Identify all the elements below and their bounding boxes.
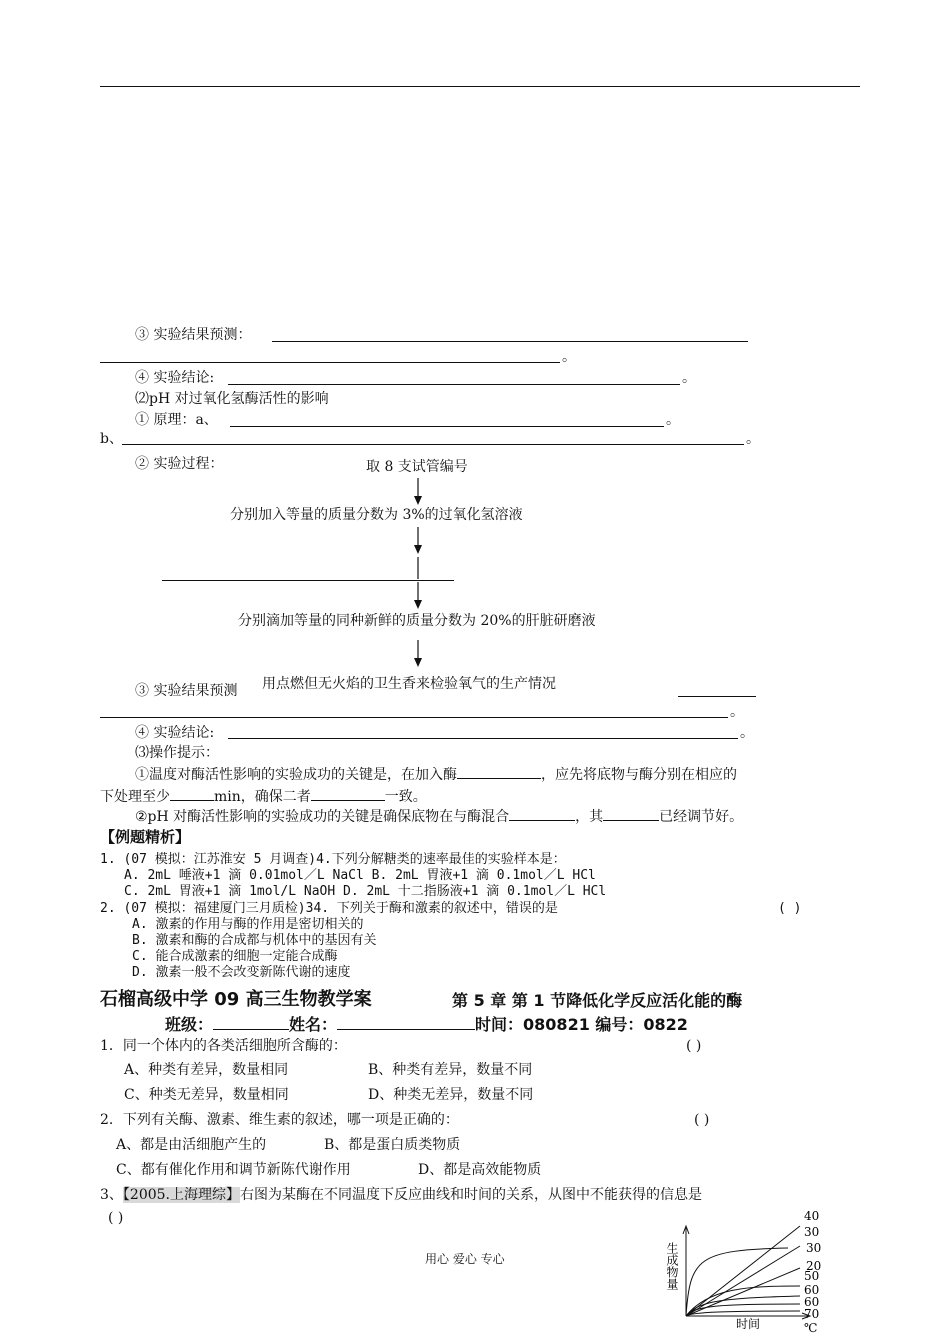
curve-label: 60: [804, 1283, 820, 1297]
chapter-title: 第 5 章 第 1 节降低化学反应活化能的酶: [452, 991, 743, 1010]
tip-1-line: [135, 765, 737, 784]
blank-inline[interactable]: [311, 787, 385, 801]
blank-line[interactable]: [230, 426, 664, 427]
curve-label: 30: [806, 1241, 822, 1255]
blank-inline[interactable]: [509, 807, 575, 821]
x-axis-label: 时间: [736, 1317, 761, 1331]
curve-label: 50: [804, 1269, 820, 1283]
time-info: 时间：080821 编号：0822: [475, 1015, 688, 1034]
temp-result-label: ③ 实验结果预测：: [135, 327, 252, 343]
punct: 。: [562, 349, 576, 365]
principle-b-label: b、: [100, 431, 123, 447]
punct: 。: [666, 412, 680, 428]
blank-line[interactable]: [100, 362, 560, 363]
tip-2-text: ，其: [575, 809, 604, 825]
q3-number: 3、: [100, 1187, 123, 1203]
curve-line: [686, 1226, 800, 1316]
ph-conclusion-label: ④ 实验结论:: [135, 725, 215, 741]
flow-step-5: 用点燃但无火焰的卫生香来检验氧气的生产情况: [262, 676, 556, 692]
blank-line[interactable]: [678, 696, 756, 697]
exercise-q2-option-c: C、都有催化作用和调节新陈代谢作用: [116, 1162, 351, 1178]
example-q2-option-b: B. 激素和酶的合成都与机体中的基因有关: [132, 933, 377, 948]
exercise-q1-option-d: D、种类无差异，数量不同: [368, 1087, 534, 1103]
blank-inline[interactable]: [603, 807, 659, 821]
example-q2-option-c: C. 能合成激素的细胞一定能合成酶: [132, 949, 338, 964]
answer-blank[interactable]: ( ): [686, 1038, 702, 1054]
exercise-question-3: [100, 1186, 702, 1204]
down-arrow-icon: [412, 582, 424, 610]
name-label: 姓名：: [289, 1015, 338, 1034]
tip-2-text: 已经调节好。: [659, 809, 744, 825]
enzyme-temperature-figure: [665, 1208, 838, 1342]
exercise-q2-option-a: A、都是由活细胞产生的: [116, 1137, 267, 1153]
curve-label: 70: [804, 1307, 820, 1321]
example-q1-options-ab: A. 2mL 唾液+1 滴 0.01mol／L NaCl B. 2mL 胃液+1 滴 0.1mol／L HCl: [124, 868, 596, 883]
example-question-1: 1. (07 模拟：江苏淮安 5 月调查)4.下列分解糖类的速率最佳的实验样本是：: [100, 852, 566, 867]
exercise-q2-option-b: B、都是蛋白质类物质: [324, 1137, 461, 1153]
tip-1-text: ①温度对酶活性影响的实验成功的关键是，在加入酶: [135, 767, 457, 783]
down-arrow-icon: [412, 557, 424, 581]
punct: 。: [740, 725, 754, 741]
punct: 。: [730, 704, 744, 720]
blank-inline[interactable]: [170, 787, 214, 801]
example-q1-options-cd: C. 2mL 胃液+1 滴 1mol/L NaOH D. 2mL 十二指肠液+1 滴 0.1mol／L HCl: [124, 884, 607, 899]
curve-line: [686, 1268, 800, 1316]
ph-heading: ⑵pH 对过氧化氢酶活性的影响: [135, 391, 329, 407]
blank-line[interactable]: [122, 444, 744, 445]
exercise-question-2: 2．下列有关酶、激素、维生素的叙述，哪一项是正确的：: [100, 1112, 459, 1128]
curve-label: 40: [804, 1209, 820, 1223]
punct: 。: [682, 370, 696, 386]
curve-line: [686, 1311, 800, 1316]
q3-source: 【2005.上海理综】: [122, 1187, 241, 1203]
unit-label: ℃: [804, 1321, 818, 1335]
curve-label: 30: [804, 1225, 820, 1239]
tip-1-text: 一致。: [384, 789, 427, 805]
name-field[interactable]: [337, 1016, 475, 1030]
page-footer: 用心 爱心 专心: [425, 1252, 505, 1266]
tip-2-line: [135, 807, 743, 826]
flow-step-4: 分别滴加等量的同种新鲜的质量分数为 20%的肝脏研磨液: [238, 613, 596, 629]
principle-label: ① 原理：a、: [135, 412, 218, 428]
example-q2-option-a: A. 激素的作用与酶的作用是密切相关的: [132, 917, 364, 932]
header-rule: [100, 86, 860, 87]
flow-step-3-blank[interactable]: [162, 580, 454, 581]
class-field[interactable]: [213, 1016, 289, 1030]
y-axis-label: 生成物量: [665, 1242, 679, 1290]
tip-1-text: ，应先将底物与酶分别在相应的: [541, 767, 737, 783]
tips-heading: ⑶操作提示：: [135, 745, 219, 761]
answer-blank[interactable]: ( ): [778, 901, 802, 916]
blank-line[interactable]: [228, 384, 680, 385]
blank-line[interactable]: [272, 341, 748, 342]
punct: 。: [746, 431, 760, 447]
tip-1-line-2: [100, 787, 427, 806]
temp-result-line: [135, 326, 251, 344]
answer-blank[interactable]: ( ): [108, 1210, 124, 1226]
exercise-q2-option-d: D、都是高效能物质: [418, 1162, 542, 1178]
exercise-q1-option-a: A、种类有差异，数量相同: [124, 1062, 289, 1078]
down-arrow-icon: [412, 640, 424, 668]
down-arrow-icon: [412, 478, 424, 506]
temp-conclusion-label: ④ 实验结论:: [135, 370, 215, 386]
student-info-line: [165, 1012, 688, 1035]
blank-line[interactable]: [100, 717, 728, 718]
flow-step-1: 取 8 支试管编号: [366, 459, 468, 475]
tip-1-text: min，确保二者: [214, 789, 311, 805]
curve-label: 60: [804, 1295, 820, 1309]
exercise-question-1: 1．同一个体内的各类活细胞所含酶的：: [100, 1038, 347, 1054]
curve-label: 20: [806, 1259, 822, 1273]
example-q2-option-d: D. 激素一般不会改变新陈代谢的速度: [132, 965, 351, 980]
answer-blank[interactable]: ( ): [694, 1112, 710, 1128]
curve-line: [686, 1246, 800, 1316]
ph-result-label: ③ 实验结果预测: [135, 683, 238, 699]
down-arrow-icon: [412, 527, 424, 555]
q3-text: 右图为某酶在不同温度下反应曲线和时间的关系，从图中不能获得的信息是: [240, 1187, 703, 1203]
blank-inline[interactable]: [457, 765, 541, 779]
exercise-q1-option-c: C、种类无差异，数量相同: [124, 1087, 289, 1103]
tip-2-text: ②pH 对酶活性影响的实验成功的关键是确保底物在与酶混合: [135, 809, 510, 825]
tip-1-text: 下处理至少: [100, 789, 170, 805]
examples-heading: 【例题精析】: [100, 828, 191, 846]
exercise-q1-option-b: B、种类有差异，数量不同: [368, 1062, 533, 1078]
process-label: ② 实验过程：: [135, 456, 224, 472]
class-label: 班级：: [165, 1015, 214, 1034]
school-title: 石榴高级中学 09 高三生物教学案: [100, 989, 372, 1010]
blank-line[interactable]: [228, 738, 738, 739]
flow-step-2: 分别加入等量的质量分数为 3%的过氧化氢溶液: [230, 507, 523, 523]
example-question-2: 2. (07 模拟：福建厦门三月质检)34. 下列关于酶和激素的叙述中，错误的是: [100, 901, 558, 916]
